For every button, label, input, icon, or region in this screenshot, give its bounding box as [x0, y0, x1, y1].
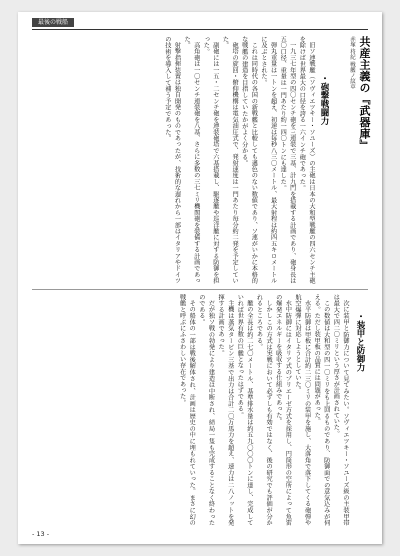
paragraph: 弾丸重量は一トンを超え、初速は毎秒八三〇メートル、最大射程は約四五キロメートルに及ぶとされた。: [259, 36, 277, 284]
paragraph: 一九三七年型の四〇センチ砲を三連装で三基、計九門を搭載する計画であり、砲身長は五〇口径、重量は一門あたり約一四〇トンにも達した。: [279, 36, 296, 284]
article-title-block: [338, 36, 372, 236]
article-byline: [348, 36, 356, 89]
section-title-armor: ・装甲と防御力: [355, 312, 365, 372]
paragraph: 砲塔の旋回・俯仰機構は電気油圧式で、発射速度は一門あたり毎分約二発を予定していた。: [221, 36, 239, 284]
paragraph: 副砲には一五・二センチ砲を連装砲塔で六基搭載し、駆逐艦や巡洋艦に対する防御を担った。: [202, 36, 219, 284]
band-divider: [32, 289, 368, 290]
paragraph: 高角砲は一〇センチ連装砲を八基、さらに多数の三七ミリ機関砲を装備する計画であった。: [183, 36, 200, 284]
paragraph: 艦の全長は約二七〇メートル、基準排水量は約五九〇〇〇トンに達し、完成していれば世界有数の巨艦となったはずである。: [236, 294, 253, 526]
paragraph: しかしこの方式は実戦において必ずしも有効ではなく、後の研究でも評価が分かれるところである。: [255, 294, 273, 526]
section-title-firepower: ・砲撃戦闘力: [319, 74, 329, 125]
running-header: [32, 18, 368, 30]
paragraph: これは同時代の各国の新戦艦と比較しても遜色のない数値であり、ソ連がいかに本格的な戦艦の建造を目指していたかがよく分かる。: [240, 36, 258, 284]
paragraph: 主機は蒸気タービン三基で出力は合計二〇万馬力を超え、速力は二八ノットを発揮する計画であった。: [217, 294, 234, 526]
bottom-text-block: [32, 294, 350, 526]
document-page: [18, 12, 382, 544]
paragraph: 旧ソ連戦艦（ソヴィエツキー・ソユーズ）の主砲は日本の大和型戦艦の四六センチ主砲を除けば世界最大の口径を誇る一六インチ砲であった。: [298, 36, 315, 284]
paragraph: この数値は大和型の四一〇ミリをも上回るものであり、防御面での意気込みが伺える。ただし装甲板の品質には問題があった。: [313, 294, 330, 526]
article-title: 共産主義の『武器庫』: [358, 36, 371, 151]
header-label: 最後の戦船: [32, 18, 74, 27]
article-subtitle: 戦艦ノ紋章: [349, 61, 355, 89]
page-number: - 13 -: [32, 530, 50, 538]
top-text-block: [36, 36, 316, 284]
paragraph: 射撃指揮装置は独自開発のものであったが、技術的な遅れから一部はイタリアやドイツの技術を導入して補う予定であった。: [163, 36, 181, 284]
paragraph: 水平防御は甲板に合計約二三〇ミリの装甲を施し、大落角で落下してくる砲弾や航空爆弾に対応しようとしていた。: [293, 294, 311, 526]
paragraph: 次に装甲と防御力について見てみたい。ソヴィエツキー・ソユーズ級の主装甲帯は最大で四二〇ミリという厚さが計画されていた。: [332, 294, 349, 526]
author-name: 赤塚 将紀: [349, 36, 355, 60]
paragraph: その船体の一部は戦後解体され、計画は歴史の中に埋もれていった。まさに幻の戦艦と呼ぶにふさわしい存在であった。: [178, 294, 196, 526]
paragraph: だが独ソ戦の勃発により建造は中断され、結局一隻も完成することなく終わったのである。: [197, 294, 215, 526]
paragraph: 水中防御にはイタリア式のプリエーゼ方式を採用し、円筒形の空所によって魚雷の爆発エネルギーを吸収する仕組みであった。: [274, 294, 292, 526]
